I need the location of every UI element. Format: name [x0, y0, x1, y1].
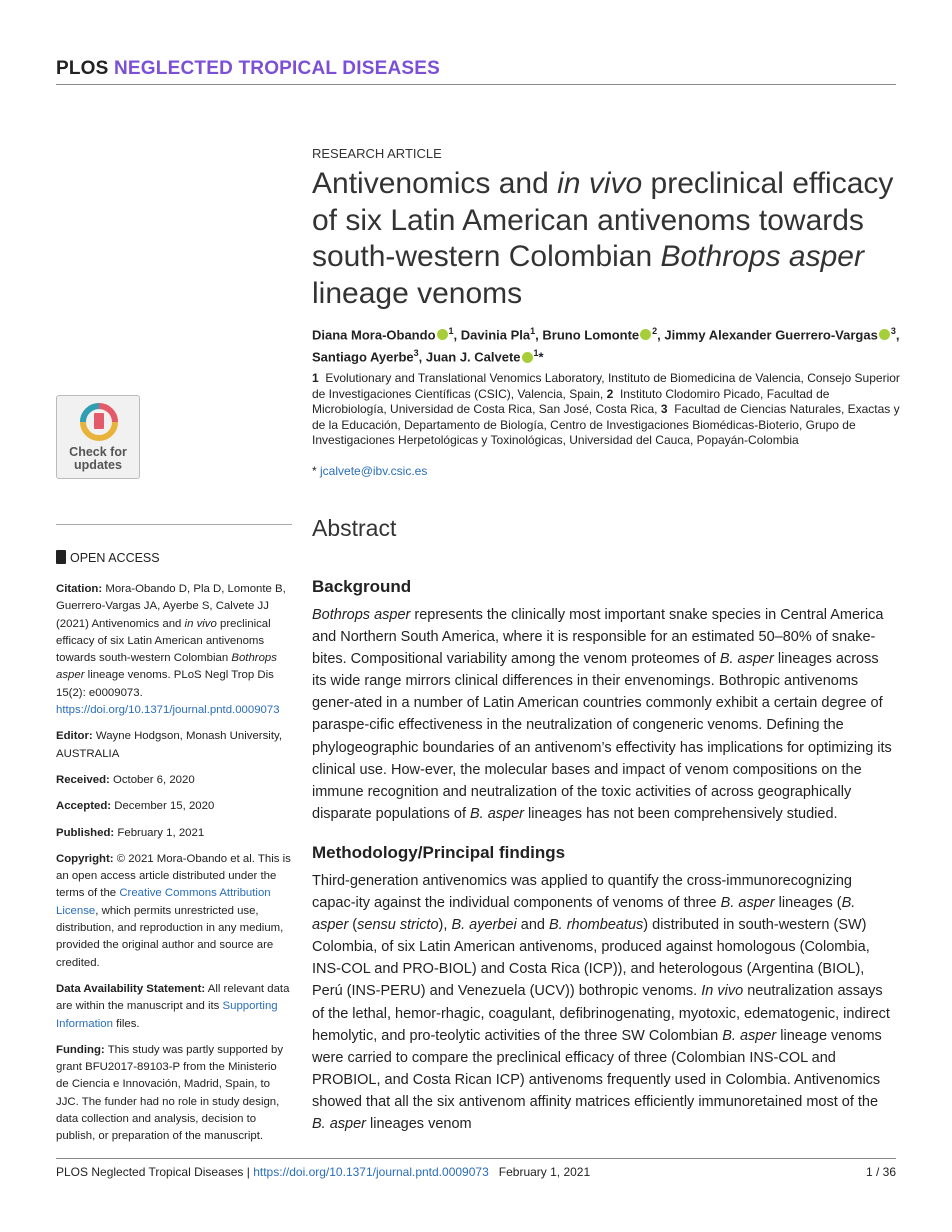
copyright [56, 851, 292, 972]
license-link[interactable]: Creative Commons Attribution License [56, 887, 271, 917]
citation-italic: in vivo [184, 617, 217, 630]
species-italic: In vivo [701, 983, 744, 1000]
species-italic: sensu stricto [357, 917, 439, 934]
accepted-date: December 15, 2020 [114, 800, 215, 813]
orcid-icon[interactable] [879, 329, 890, 340]
author-name[interactable]: Santiago Ayerbe [312, 349, 414, 365]
author-list [312, 322, 912, 367]
paragraph-text: ), [438, 917, 452, 934]
author-affiliation-sup: 1 [533, 348, 539, 359]
author-name[interactable]: Davinia Pla [460, 327, 531, 343]
received [56, 772, 292, 789]
funding-text: This study was partly supported by grant BFU2017-89103-P from the Ministerio de Ciencia e Innovación, Madrid, Spain, to JJC. The funder had no role in study design, data collection and analysis, decision to publish, or preparation of the manuscript. [56, 1043, 284, 1143]
copyright-label: Copyright: [56, 852, 114, 865]
paragraph-text: ( [348, 917, 358, 934]
open-access-text: OPEN ACCESS [70, 551, 160, 565]
received-label: Received: [56, 773, 110, 786]
abstract-heading: Abstract [312, 515, 397, 541]
author-affiliation-sup: 3 [890, 326, 896, 336]
citation-italic: Bothrops asper [56, 652, 277, 682]
journal-name: NEGLECTED TROPICAL DISEASES [114, 58, 440, 79]
affiliation-number: 2 [606, 386, 614, 401]
author-separator: , [418, 349, 426, 365]
author-separator: , [535, 327, 543, 343]
author-separator: , [895, 327, 900, 343]
footer-journal: PLOS Neglected Tropical Diseases | [56, 1165, 254, 1179]
title-text: lineage venoms [312, 276, 523, 310]
author-name[interactable]: Diana Mora-Obando [312, 327, 436, 343]
citation-text: preclinical efficacy of six Latin American antivenoms towards south-western Colombian [56, 617, 271, 665]
corresponding-mark: * [312, 464, 317, 478]
supporting-info-link[interactable]: Supporting Information [56, 1000, 278, 1030]
author-affiliation-sup: 2 [652, 326, 658, 336]
methods-paragraph [312, 870, 892, 1135]
affiliation-number: 3 [660, 402, 668, 416]
sidebar-divider [56, 524, 292, 525]
copyright-text: , which permits unrestricted use, distribution, and reproduction in any medium, provided the original author and source are credited. [56, 904, 284, 969]
affiliations [312, 371, 902, 449]
header-divider [56, 84, 896, 85]
species-italic: Bothrops asper [312, 607, 411, 623]
paragraph-text: ) distributed in south-western (SW) Colombia, of six Latin American antivenoms, produced against homologous (Colombia, INS-COL and PRO-BIOL) and Costa Rica (ICP)), and heterologous (Argentina (BIOL), Perú (INS-PERU) and Venezuela (UCV)) bothropic venoms. [312, 917, 870, 1000]
data-availability-text: All relevant data are within the manuscript and its [56, 982, 290, 1013]
publisher-name: PLOS [56, 58, 109, 79]
accepted [56, 798, 292, 815]
data-availability-label: Data Availability Statement: [56, 982, 206, 995]
funding-label: Funding: [56, 1043, 105, 1056]
title-italic: in vivo [557, 167, 643, 200]
background-paragraph [312, 604, 892, 825]
paragraph-text: lineages ( [774, 895, 842, 912]
author-separator: , [453, 327, 461, 343]
author-affiliation-sup: 1 [530, 326, 536, 336]
published-label: Published: [56, 826, 115, 839]
open-access-label [56, 550, 160, 565]
accepted-label: Accepted: [56, 800, 112, 813]
page-number: 1 / 36 [865, 1165, 896, 1179]
paragraph-text: neutralization assays of the lethal, hemor-rhagic, coagulant, defibrinogenating, myotoxic, edematogenic, indirect hemolytic, and pro-teolytic activities of the three SW Colombian [312, 983, 890, 1044]
orcid-icon[interactable] [522, 352, 533, 363]
citation-text: Mora-Obando D, Pla D, Lomonte B, Guerrero-Vargas JA, Ayerbe S, Calvete JJ (2021) Antivenomics and [56, 583, 286, 630]
citation [56, 581, 292, 719]
data-availability-text: files. [112, 1017, 140, 1030]
orcid-icon[interactable] [640, 329, 651, 340]
background-heading: Background [312, 577, 412, 596]
citation-doi-link[interactable]: https://doi.org/10.1371/journal.pntd.0009073 [56, 704, 280, 717]
species-italic: B. ayerbei [451, 917, 517, 934]
author-name[interactable]: Juan J. Calvete [425, 349, 521, 365]
affiliation-text: Facultad de Ciencias Naturales, Exactas y de la Educación, Departamento de Biología, Centro de Investigaciones Biomédicas-Bioterio, Grupo de Investigaciones Herpetológicas y Toxinológicas, Universidad del Cauca, Popayán-Colombia [312, 402, 900, 447]
title-italic: Bothrops asper [660, 240, 864, 273]
article-title [312, 166, 912, 312]
author-name[interactable]: Bruno Lomonte [542, 327, 640, 343]
footer-citation [56, 1165, 590, 1179]
journal-header [56, 58, 440, 80]
citation-text: lineage venoms. PLoS Negl Trop Dis 15(2): e0009073. [56, 669, 274, 699]
title-text: preclinical efficacy of six Latin American antivenoms towards south-western Colombian [312, 167, 894, 273]
check-updates-line2: updates [74, 458, 122, 472]
author-affiliation-sup: 1 [448, 326, 454, 336]
orcid-icon[interactable] [437, 329, 448, 340]
species-italic: B. asper [312, 1116, 366, 1133]
footer-doi-link[interactable]: https://doi.org/10.1371/journal.pntd.0009073 [253, 1165, 489, 1179]
correspondence [312, 464, 427, 478]
species-italic: B. asper [720, 895, 775, 912]
paragraph-text: lineage venoms were carried to compare the preclinical efficacy of three (Colombian INS-COL and PROBIOL, and Costa Rican ICP) antivenoms frequently used in Colombia. Antivenomics showed that all the six antivenom affinity matrices efficiently immunoretained most of the [312, 1027, 882, 1110]
paragraph-text: lineages venom [366, 1116, 472, 1133]
funding [56, 1042, 292, 1146]
citation-label: Citation: [56, 583, 103, 595]
footer-divider [56, 1158, 896, 1159]
author-name[interactable]: Jimmy Alexander Guerrero-Vargas [664, 327, 878, 343]
article-info-sidebar [56, 581, 292, 1155]
corresponding-author-mark: * [538, 349, 544, 365]
author-separator: , [657, 327, 665, 343]
affiliation-text: Instituto Clodomiro Picado, Facultad de Microbiología, Universidad de Costa Rica, San José, Costa Rica, [312, 386, 830, 416]
open-access-lock-icon [56, 550, 66, 564]
paragraph-text: Third-generation antivenomics was applied to quantify the cross-immunorecognizing capac-ity against the individual components of venoms of three [312, 873, 852, 912]
published [56, 825, 292, 842]
editor-value: Wayne Hodgson, Monash University, AUSTRALIA [56, 730, 283, 760]
check-updates-icon [79, 402, 119, 442]
species-italic: B. asper [722, 1027, 777, 1044]
received-date: October 6, 2020 [113, 773, 195, 786]
data-availability [56, 981, 292, 1033]
title-text: Antivenomics and [312, 167, 558, 200]
check-updates-line1: Check for [69, 445, 127, 459]
paragraph-text: lineages across its wide range mirrors clinical differences in their envenomings. Bothropic antivenoms gener-ated in a number of Latin American countries commonly exhibit a certain degree of paraspe-cific effectiveness in the neutralization of congeneric venoms. Defining the phylogeographic boundaries of an antivenom’s effectivity has implications for optimizing its clinical use. How-ever, the molecular bases and impact of venom compositions on the immune recognition and neutralization of the toxic activities of across geographically disparate populations of [312, 651, 892, 822]
paragraph-text: represents the clinically most important snake species in Central America and Northern South America, where it is responsible for an estimated 50–80% of snake-bites. Compositional variability among the venom proteomes of [312, 607, 884, 668]
copyright-text: © 2021 Mora-Obando et al. This is an open access article distributed under the terms of the [56, 852, 291, 900]
check-for-updates-badge[interactable] [56, 395, 140, 479]
email-link[interactable]: jcalvete@ibv.csic.es [320, 464, 428, 478]
affiliation-number: 1 [312, 371, 319, 385]
methods-heading: Methodology/Principal findings [312, 843, 566, 862]
editor-label: Editor: [56, 730, 93, 743]
paragraph-text: and [516, 917, 549, 934]
species-italic: B. asper [312, 895, 856, 934]
author-affiliation-sup: 3 [413, 348, 419, 359]
article-type: RESEARCH ARTICLE [312, 146, 442, 161]
species-italic: B. asper [470, 805, 524, 822]
editor [56, 728, 292, 763]
affiliation-text: Evolutionary and Translational Venomics Laboratory, Instituto de Biomedicina de Valencia, Consejo Superior de Investigaciones Científicas (CSIC), Valencia, Spain, [312, 371, 900, 401]
check-updates-label [57, 446, 139, 472]
footer-date: February 1, 2021 [498, 1165, 591, 1179]
species-italic: B. rhombeatus [548, 917, 644, 934]
paragraph-text: lineages has not been comprehensively studied. [524, 805, 838, 822]
species-italic: B. asper [719, 651, 774, 668]
published-date: February 1, 2021 [117, 826, 205, 839]
